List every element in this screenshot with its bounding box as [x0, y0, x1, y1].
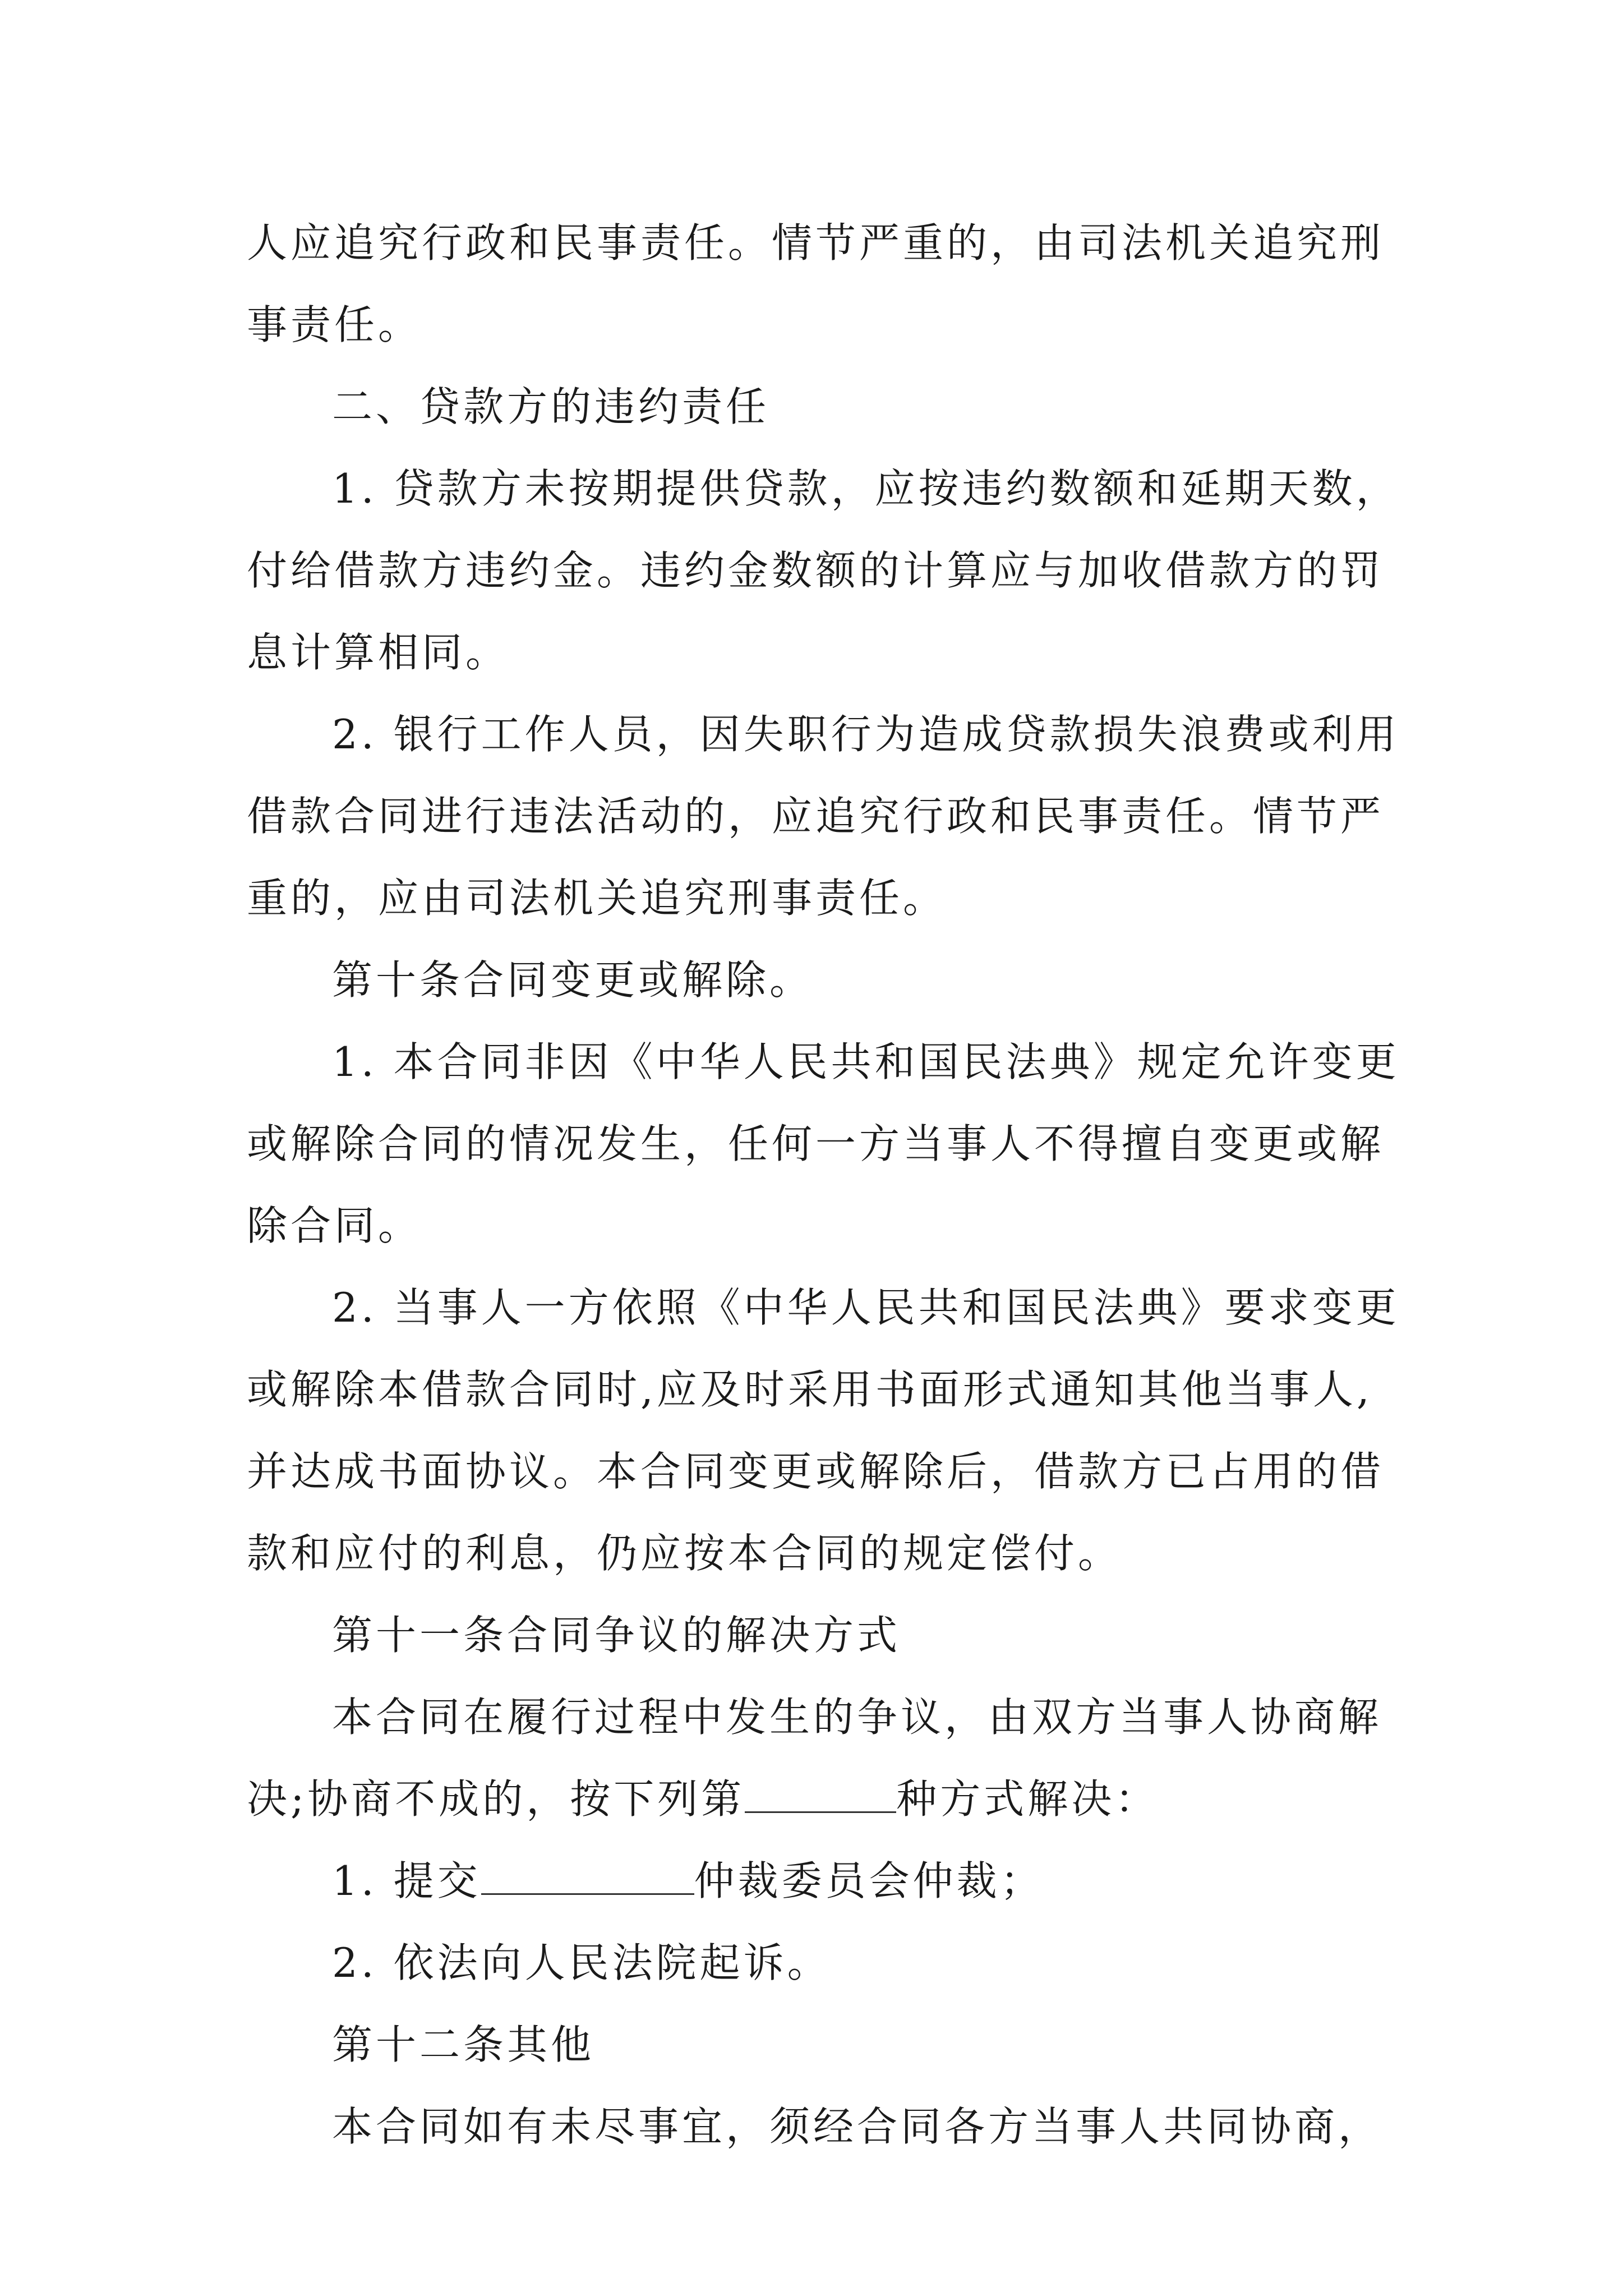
article-heading: 第十条合同变更或解除。 — [332, 956, 814, 1004]
paragraph-line: 1. 贷款方未按期提供贷款，应按违约数额和延期天数， — [332, 465, 1400, 512]
paragraph-line: 1. 本合同非因《中华人民共和国民法典》规定允许变更 — [332, 1038, 1400, 1085]
paragraph-line: 本合同如有未尽事宜，须经合同各方当事人共同协商， — [332, 2103, 1382, 2150]
litigation-line: 2. 依法向人民法院起诉。 — [332, 1939, 831, 1986]
paragraph-line: 本合同在履行过程中发生的争议，由双方当事人协商解 — [332, 1694, 1382, 1741]
dispute-line-prefix: 决;协商不成的，按下列第 — [247, 1775, 745, 1823]
section-heading: 二、贷款方的违约责任 — [332, 383, 770, 430]
article-heading: 第十一条合同争议的解决方式 — [332, 1612, 901, 1659]
paragraph-line: 重的，应由司法机关追究刑事责任。 — [247, 875, 947, 922]
paragraph-line: 息计算相同。 — [247, 629, 510, 676]
paragraph-line: 2. 银行工作人员，因失职行为造成贷款损失浪费或利用 — [332, 711, 1400, 758]
document-body — [247, 202, 1400, 2168]
article-heading: 第十二条其他 — [332, 2021, 595, 2068]
dispute-method-line — [247, 1758, 1385, 1840]
paragraph-line: 或解除本借款合同时,应及时采用书面形式通知其他当事人, — [247, 1366, 1373, 1413]
paragraph-line: 人应追究行政和民事责任。情节严重的，由司法机关追究刑 — [247, 219, 1385, 266]
paragraph-line: 借款合同进行违法活动的，应追究行政和民事责任。情节严 — [247, 793, 1385, 840]
paragraph-line: 除合同。 — [247, 1202, 422, 1249]
paragraph-line: 或解除合同的情况发生，任何一方当事人不得擅自变更或解 — [247, 1120, 1385, 1167]
arbitration-prefix: 1. 提交 — [332, 1857, 481, 1904]
method-number-blank[interactable] — [745, 1778, 896, 1813]
paragraph-line: 付给借款方违约金。违约金数额的计算应与加收借款方的罚 — [247, 547, 1385, 594]
arbitration-line — [247, 1840, 1385, 1922]
paragraph-line: 2. 当事人一方依照《中华人民共和国民法典》要求变更 — [332, 1284, 1400, 1331]
paragraph-line: 款和应付的利息，仍应按本合同的规定偿付。 — [247, 1530, 1122, 1577]
paragraph-line: 并达成书面协议。本合同变更或解除后，借款方已占用的借 — [247, 1448, 1385, 1495]
arbitration-suffix: 仲裁委员会仲裁； — [694, 1857, 1044, 1904]
paragraph-line: 事责任。 — [247, 301, 422, 348]
dispute-line-suffix: 种方式解决： — [896, 1775, 1159, 1823]
arbitration-committee-blank[interactable] — [481, 1860, 694, 1895]
